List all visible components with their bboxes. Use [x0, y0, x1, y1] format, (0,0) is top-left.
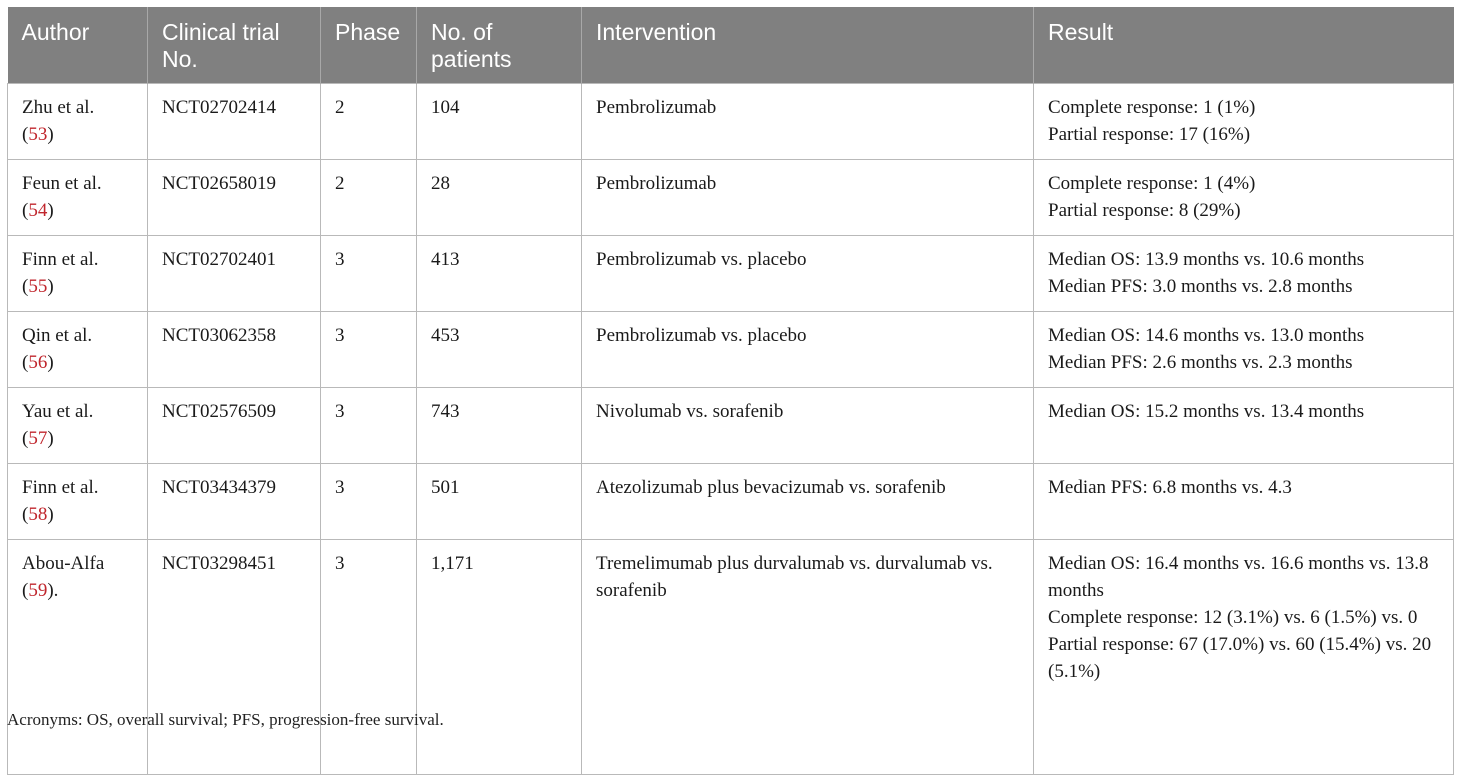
result-line: Median OS: 13.9 months vs. 10.6 months [1048, 249, 1365, 270]
reference-link[interactable]: 54 [28, 200, 48, 221]
table-row [8, 84, 1454, 160]
result-line: Complete response: 1 (1%) [1048, 97, 1256, 118]
cell-clinical-trial-no: NCT03298451 [148, 540, 321, 775]
reference-link[interactable]: 53 [28, 124, 48, 145]
cell-no-of-patients: 453 [417, 312, 582, 388]
result-line: Median PFS: 6.8 months vs. 4.3 [1048, 477, 1292, 498]
clinical-trials-table [7, 7, 1454, 775]
cell-phase: 3 [321, 312, 417, 388]
author-name: Finn et al. [22, 477, 99, 498]
result-line: Complete response: 12 (3.1%) vs. 6 (1.5%) vs. 0 [1048, 607, 1418, 628]
cell-author: Finn et al. (55) [8, 236, 148, 312]
cell-author: Zhu et al. (53) [8, 84, 148, 160]
table-row [8, 160, 1454, 236]
cell-phase: 2 [321, 84, 417, 160]
cell-no-of-patients: 501 [417, 464, 582, 540]
cell-clinical-trial-no: NCT02658019 [148, 160, 321, 236]
cell-author: Feun et al. (54) [8, 160, 148, 236]
cell-result [1034, 388, 1454, 464]
cell-clinical-trial-no: NCT02702401 [148, 236, 321, 312]
cell-result [1034, 84, 1454, 160]
header-intervention: Intervention [582, 7, 1034, 84]
reference-link[interactable]: 57 [28, 428, 48, 449]
table-header-row [8, 7, 1454, 84]
author-name: Yau et al. [22, 401, 94, 422]
table-row [8, 388, 1454, 464]
reference-link[interactable]: 59 [28, 580, 48, 601]
result-line: Median OS: 14.6 months vs. 13.0 months [1048, 325, 1365, 346]
cell-result [1034, 160, 1454, 236]
header-phase: Phase [321, 7, 417, 84]
author-name: Abou-Alfa [22, 553, 105, 574]
result-line: Complete response: 1 (4%) [1048, 173, 1256, 194]
cell-author: Abou-Alfa (59). [8, 540, 148, 775]
cell-author: Qin et al. (56) [8, 312, 148, 388]
cell-intervention: Pembrolizumab vs. placebo [582, 236, 1034, 312]
cell-phase: 3 [321, 388, 417, 464]
cell-author: Yau et al. (57) [8, 388, 148, 464]
table-row [8, 312, 1454, 388]
reference-link[interactable]: 58 [28, 504, 48, 525]
cell-no-of-patients: 743 [417, 388, 582, 464]
cell-phase: 3 [321, 464, 417, 540]
table-row [8, 464, 1454, 540]
table-row [8, 540, 1454, 775]
cell-clinical-trial-no: NCT02702414 [148, 84, 321, 160]
cell-phase: 3 [321, 540, 417, 775]
table-footnote: Acronyms: OS, overall survival; PFS, progression-free survival. [7, 710, 444, 729]
reference-link[interactable]: 56 [28, 352, 48, 373]
cell-intervention: Nivolumab vs. sorafenib [582, 388, 1034, 464]
cell-no-of-patients: 413 [417, 236, 582, 312]
author-name: Feun et al. [22, 173, 102, 194]
cell-intervention: Atezolizumab plus bevacizumab vs. sorafenib [582, 464, 1034, 540]
header-clinical-trial-no: Clinical trial No. [148, 7, 321, 84]
result-line: Median PFS: 2.6 months vs. 2.3 months [1048, 352, 1353, 373]
cell-intervention: Pembrolizumab [582, 160, 1034, 236]
trials-table-container [7, 7, 1453, 775]
header-author: Author [8, 7, 148, 84]
header-result: Result [1034, 7, 1454, 84]
cell-result [1034, 236, 1454, 312]
cell-author: Finn et al. (58) [8, 464, 148, 540]
cell-no-of-patients: 28 [417, 160, 582, 236]
cell-intervention: Pembrolizumab [582, 84, 1034, 160]
result-line: Median OS: 16.4 months vs. 16.6 months vs. 13.8 months [1048, 553, 1429, 601]
table-row [8, 236, 1454, 312]
reference-link[interactable]: 55 [28, 276, 48, 297]
cell-clinical-trial-no: NCT02576509 [148, 388, 321, 464]
cell-clinical-trial-no: NCT03434379 [148, 464, 321, 540]
cell-clinical-trial-no: NCT03062358 [148, 312, 321, 388]
reference-suffix: . [53, 580, 59, 601]
result-line: Median PFS: 3.0 months vs. 2.8 months [1048, 276, 1353, 297]
cell-result [1034, 464, 1454, 540]
cell-no-of-patients: 104 [417, 84, 582, 160]
author-name: Finn et al. [22, 249, 99, 270]
cell-result [1034, 540, 1454, 775]
cell-intervention: Pembrolizumab vs. placebo [582, 312, 1034, 388]
cell-phase: 2 [321, 160, 417, 236]
cell-result [1034, 312, 1454, 388]
table-body [8, 84, 1454, 775]
header-no-of-patients: No. of patients [417, 7, 582, 84]
cell-no-of-patients: 1,171 [417, 540, 582, 775]
cell-intervention: Tremelimumab plus durvalumab vs. durvalumab vs. sorafenib [582, 540, 1034, 775]
author-name: Qin et al. [22, 325, 93, 346]
result-line: Partial response: 17 (16%) [1048, 124, 1251, 145]
result-line: Median OS: 15.2 months vs. 13.4 months [1048, 401, 1365, 422]
result-line: Partial response: 67 (17.0%) vs. 60 (15.4%) vs. 20 (5.1%) [1048, 634, 1432, 682]
cell-phase: 3 [321, 236, 417, 312]
author-name: Zhu et al. [22, 97, 95, 118]
result-line: Partial response: 8 (29%) [1048, 200, 1241, 221]
